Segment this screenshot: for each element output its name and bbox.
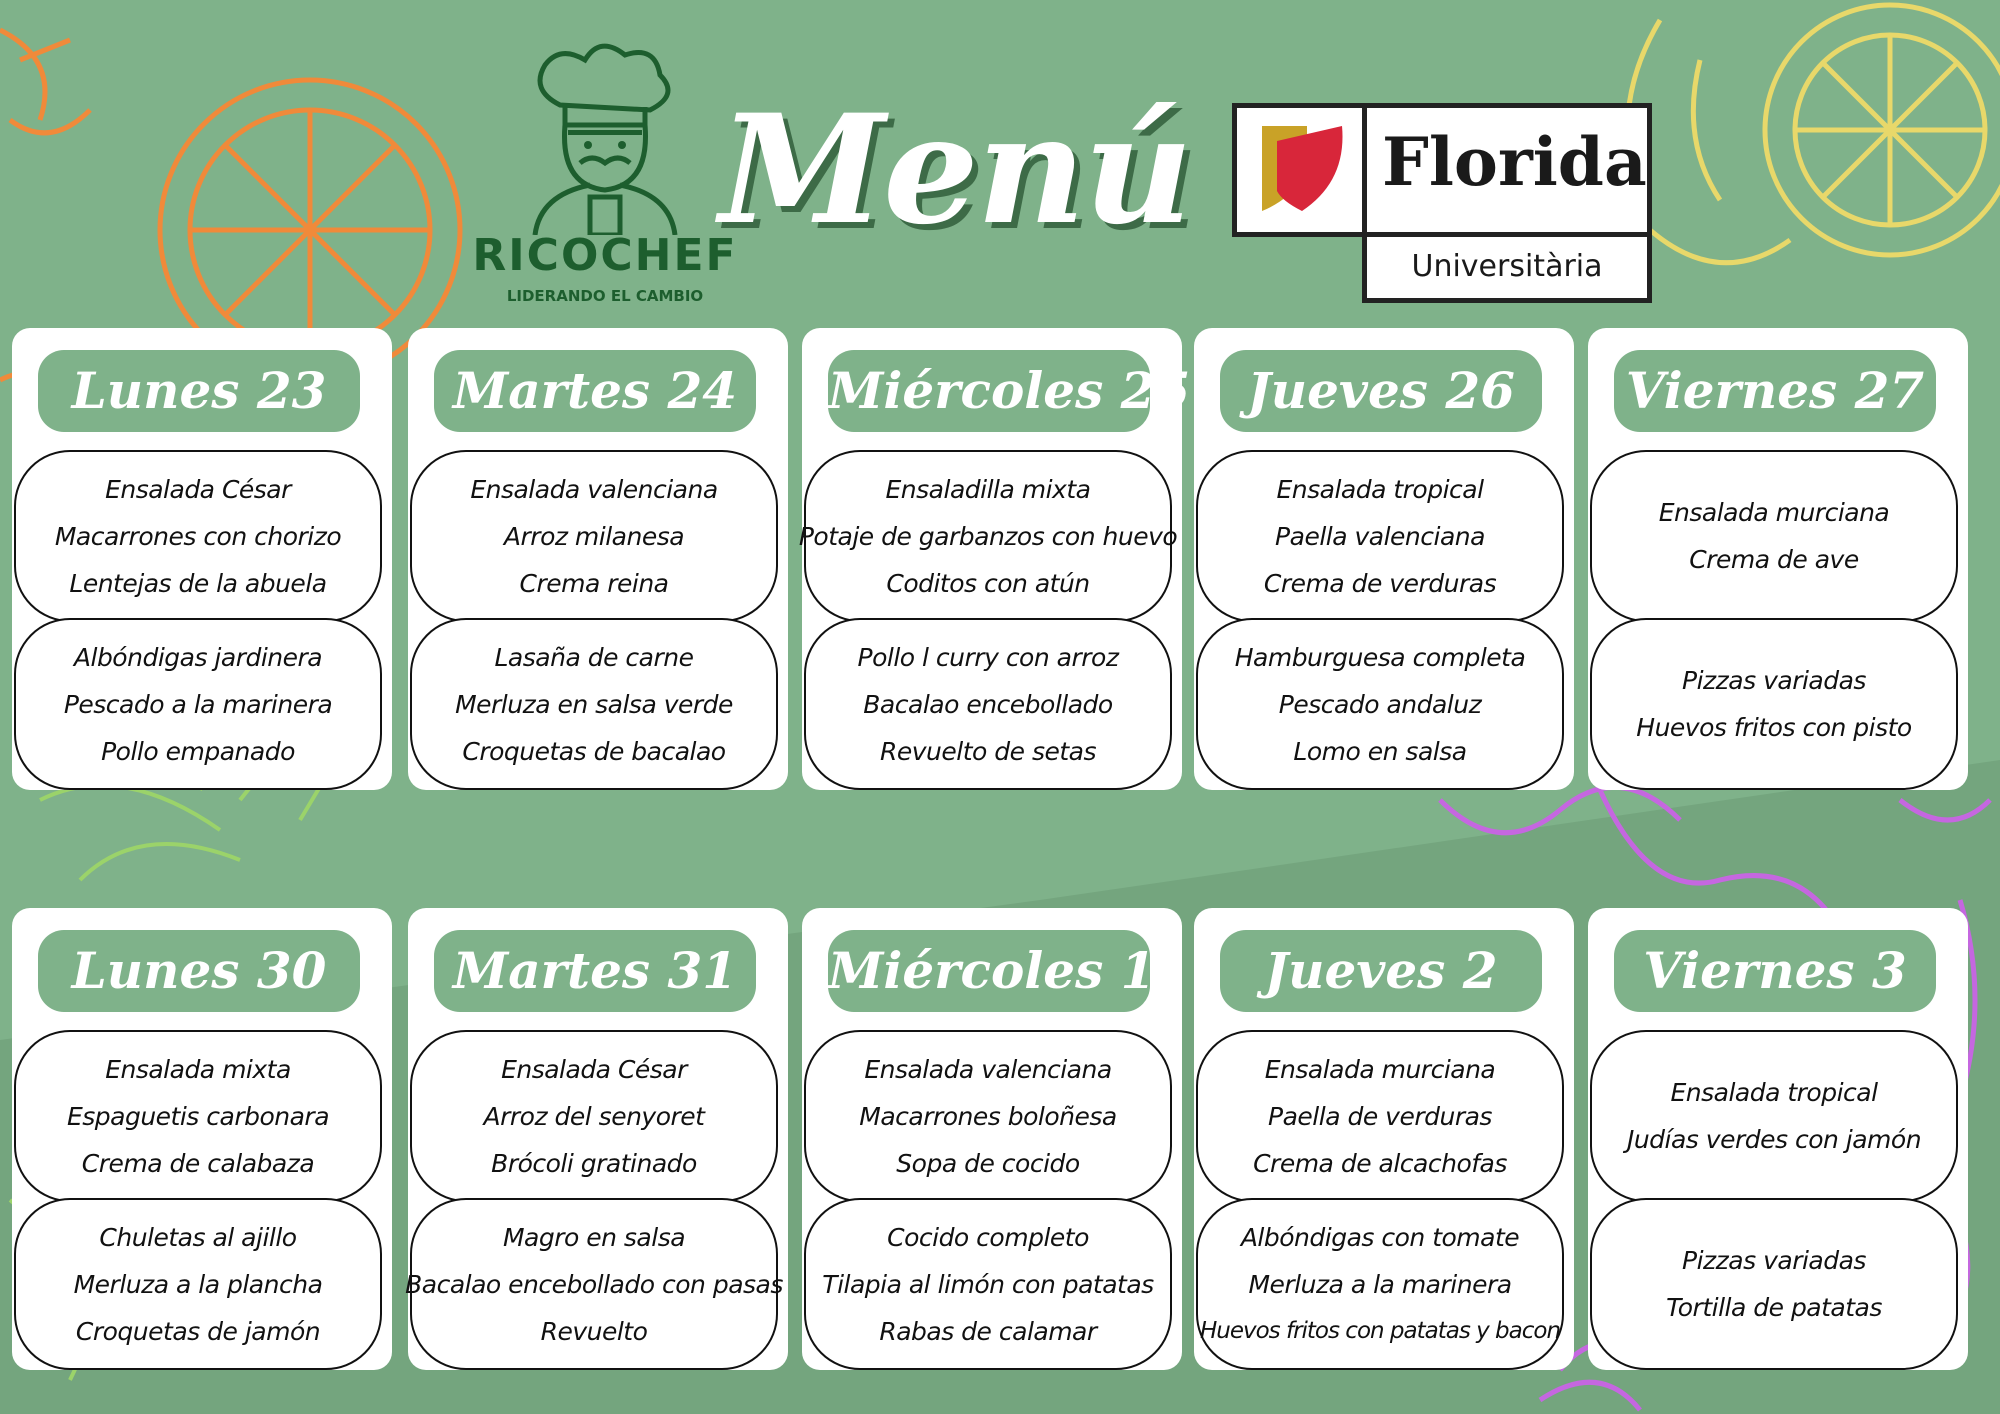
dish-item: Huevos fritos con pisto xyxy=(1636,713,1912,742)
day-label: Miércoles 25 xyxy=(828,350,1150,432)
menu-title: Menú xyxy=(719,82,1191,258)
second-course-box xyxy=(1590,618,1958,790)
second-course-box xyxy=(1590,1198,1958,1370)
dish-item: Chuletas al ajillo xyxy=(99,1222,297,1252)
dish-item: Ensalada valenciana xyxy=(864,1054,1112,1084)
day-card xyxy=(802,908,1182,1370)
dish-item: Espaguetis carbonara xyxy=(66,1101,330,1131)
day-card xyxy=(405,908,788,1370)
dish-item: Ensaladilla mixta xyxy=(885,474,1091,504)
dish-item: Lentejas de la abuela xyxy=(69,568,327,598)
second-course-box xyxy=(804,1198,1172,1370)
dish-item: Pizzas variadas xyxy=(1682,666,1866,695)
dish-item: Pescado andaluz xyxy=(1278,689,1482,719)
ricochef-logo xyxy=(470,35,740,310)
day-card xyxy=(1588,908,1968,1370)
dish-item: Magro en salsa xyxy=(502,1222,686,1252)
day-card xyxy=(1194,328,1574,790)
dish-item: Paella de verduras xyxy=(1268,1101,1492,1131)
day-label: Jueves 26 xyxy=(1220,350,1542,432)
chef-brand-tagline: LIDERANDO EL CAMBIO xyxy=(506,287,704,305)
dish-item: Ensalada tropical xyxy=(1670,1078,1878,1107)
second-course-box xyxy=(14,1198,382,1370)
dish-item: Macarrones con chorizo xyxy=(54,521,342,551)
dish-item: Bacalao encebollado xyxy=(863,689,1113,719)
second-course-box xyxy=(410,618,778,790)
dish-item: Rabas de calamar xyxy=(879,1316,1097,1346)
dish-item: Croquetas de jamón xyxy=(75,1316,321,1346)
dish-item: Brócoli gratinado xyxy=(491,1148,697,1178)
dish-item: Huevos fritos con patatas y bacon xyxy=(1199,1317,1561,1344)
dish-item: Paella valenciana xyxy=(1275,521,1485,551)
dish-item: Albóndigas jardinera xyxy=(73,642,323,672)
dish-item: Merluza a la marinera xyxy=(1248,1269,1512,1299)
day-label: Viernes 27 xyxy=(1614,350,1936,432)
second-course-box xyxy=(14,618,382,790)
first-course-box xyxy=(798,450,1178,622)
dish-item: Pescado a la marinera xyxy=(63,689,333,719)
dish-item: Ensalada murciana xyxy=(1658,498,1890,527)
second-course-box xyxy=(1196,618,1564,790)
day-card xyxy=(12,328,392,790)
chef-brand-name: RICOCHEF xyxy=(472,230,738,281)
dish-item: Merluza a la plancha xyxy=(73,1269,323,1299)
dish-item: Pollo empanado xyxy=(101,736,295,766)
dish-item: Lasaña de carne xyxy=(494,642,694,672)
dish-item: Merluza en salsa verde xyxy=(455,689,733,719)
day-label: Viernes 3 xyxy=(1614,930,1936,1012)
dish-item: Judías verdes con jamón xyxy=(1626,1125,1922,1154)
dish-item: Potaje de garbanzos con huevo xyxy=(798,521,1178,551)
dish-item: Ensalada César xyxy=(105,474,291,504)
first-course-box xyxy=(1590,450,1958,622)
first-course-box xyxy=(410,450,778,622)
university-name: Florida xyxy=(1382,123,1647,201)
dish-item: Arroz milanesa xyxy=(503,521,685,551)
dish-item: Pizzas variadas xyxy=(1682,1246,1866,1275)
first-course-box xyxy=(14,450,382,622)
dish-item: Pollo l curry con arroz xyxy=(857,642,1119,672)
day-card xyxy=(12,908,392,1370)
second-course-box xyxy=(405,1198,783,1370)
chef-icon xyxy=(520,35,690,235)
first-course-box xyxy=(14,1030,382,1202)
dish-item: Ensalada valenciana xyxy=(470,474,718,504)
dish-item: Arroz del senyoret xyxy=(483,1101,705,1131)
first-course-box xyxy=(804,1030,1172,1202)
dish-item: Ensalada tropical xyxy=(1276,474,1484,504)
shield-icon xyxy=(1257,121,1347,216)
day-label: Martes 31 xyxy=(434,930,756,1012)
university-subtitle: Universitària xyxy=(1411,249,1603,284)
first-course-box xyxy=(1196,450,1564,622)
day-card xyxy=(798,328,1191,790)
second-course-box xyxy=(804,618,1172,790)
day-label: Miércoles 1 xyxy=(828,930,1150,1012)
day-card xyxy=(1588,328,1968,790)
dish-item: Croquetas de bacalao xyxy=(462,736,726,766)
dish-item: Ensalada mixta xyxy=(105,1054,291,1084)
florida-universitaria-logo xyxy=(1232,103,1652,303)
first-course-box xyxy=(1196,1030,1564,1202)
dish-item: Crema de alcachofas xyxy=(1253,1148,1507,1178)
dish-item: Lomo en salsa xyxy=(1293,736,1467,766)
day-label: Lunes 30 xyxy=(38,930,360,1012)
dish-item: Crema reina xyxy=(519,568,669,598)
dish-item: Revuelto xyxy=(540,1316,648,1346)
dish-item: Ensalada murciana xyxy=(1264,1054,1496,1084)
day-card xyxy=(408,328,788,790)
dish-item: Sopa de cocido xyxy=(896,1148,1080,1178)
day-label: Jueves 2 xyxy=(1220,930,1542,1012)
dish-item: Coditos con atún xyxy=(886,568,1090,598)
day-label: Lunes 23 xyxy=(38,350,360,432)
dish-item: Ensalada César xyxy=(501,1054,687,1084)
dish-item: Hamburguesa completa xyxy=(1234,642,1526,672)
dish-item: Crema de ave xyxy=(1689,545,1859,574)
dish-item: Tortilla de patatas xyxy=(1666,1293,1882,1322)
university-subtitle-box xyxy=(1362,232,1652,303)
dish-item: Revuelto de setas xyxy=(879,736,1096,766)
first-course-box xyxy=(1590,1030,1958,1202)
dish-item: Albóndigas con tomate xyxy=(1240,1222,1520,1252)
dish-item: Macarrones boloñesa xyxy=(859,1101,1117,1131)
dish-item: Cocido completo xyxy=(887,1222,1089,1252)
day-card xyxy=(1194,908,1574,1370)
first-course-box xyxy=(410,1030,778,1202)
dish-item: Crema de verduras xyxy=(1263,568,1497,598)
dish-item: Tilapia al limón con patatas xyxy=(822,1269,1154,1299)
dish-item: Crema de calabaza xyxy=(81,1148,315,1178)
dish-item: Bacalao encebollado con pasas xyxy=(405,1269,783,1299)
day-label: Martes 24 xyxy=(434,350,756,432)
second-course-box xyxy=(1196,1198,1564,1370)
